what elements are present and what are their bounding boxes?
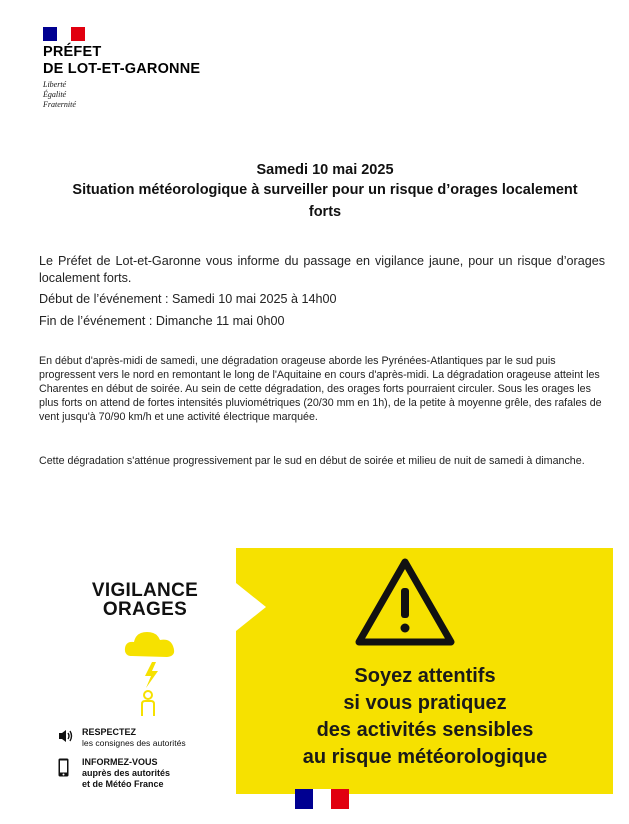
weather-description: En début d'après-midi de samedi, une dégradation orageuse aborde les Pyrénées-Atlantiques par le sud puis progressent vers le nord en remontant le long de l'Aquitaine en cours d'après-midi. La dégradation orageuse atteint les Charentes en début de soirée. Au sein de cette dégradation, des orages forts pourraient circuler. Sous les orages les plus forts on attend de fortes intensités pluviométriques (20/30 mm en 1h), de la petite à moyenne grêle, des rafales de vent jusqu'à 70/90 km/h et une activité électrique marquée. bbox=[39, 355, 602, 423]
motto-liberte: Liberté bbox=[43, 80, 67, 89]
event-start: Début de l’événement : Samedi 10 mai 2025 à 14h00 bbox=[39, 292, 337, 306]
panel-notch bbox=[236, 583, 266, 631]
vigilance-title: VIGILANCE bbox=[91, 580, 199, 601]
phone-icon bbox=[58, 758, 69, 777]
warning-triangle-icon bbox=[353, 556, 457, 648]
vigilance-message-line3: des activités sensibles bbox=[316, 719, 534, 741]
motto-fraternite: Fraternité bbox=[43, 100, 76, 109]
french-flag-icon bbox=[295, 789, 349, 809]
intro-paragraph: Le Préfet de Lot-et-Garonne vous informe du passage en vigilance jaune, pour un risque d’orages localement forts. bbox=[39, 254, 605, 285]
french-flag-icon bbox=[43, 27, 85, 41]
advice-respect-text: les consignes des autorités bbox=[82, 738, 186, 748]
document-date: Samedi 10 mai 2025 bbox=[256, 162, 394, 178]
advice-respect-title: RESPECTEZ bbox=[82, 727, 137, 737]
speaker-icon bbox=[58, 729, 74, 743]
prefecture-name-line2: DE LOT-ET-GARONNE bbox=[43, 61, 201, 77]
advice-inform bbox=[82, 757, 170, 790]
vigilance-message-line4: au risque météorologique bbox=[302, 746, 548, 768]
advice-inform-line1: auprès des autorités bbox=[82, 768, 171, 778]
prefecture-name-line1: PRÉFET bbox=[43, 44, 102, 60]
weather-description-2: Cette dégradation s'atténue progressivement par le sud en début de soirée et milieu de nuit de samedi à dimanche. bbox=[39, 455, 585, 467]
vigilance-subtitle: ORAGES bbox=[102, 599, 188, 620]
advice-inform-title: INFORMEZ-VOUS bbox=[82, 757, 158, 767]
vigilance-message-line2: si vous pratiquez bbox=[343, 692, 507, 714]
advice-inform-line2: et de Météo France bbox=[82, 779, 164, 789]
storm-cloud-icon bbox=[120, 626, 180, 720]
document-title-line1: Situation météorologique à surveiller pour un risque d’orages localement bbox=[72, 182, 578, 198]
event-end: Fin de l’événement : Dimanche 11 mai 0h00 bbox=[39, 314, 285, 328]
advice-respect bbox=[82, 727, 186, 749]
document-title-line2: forts bbox=[308, 204, 342, 220]
motto-egalite: Égalité bbox=[43, 90, 67, 99]
vigilance-message-line1: Soyez attentifs bbox=[354, 665, 496, 687]
